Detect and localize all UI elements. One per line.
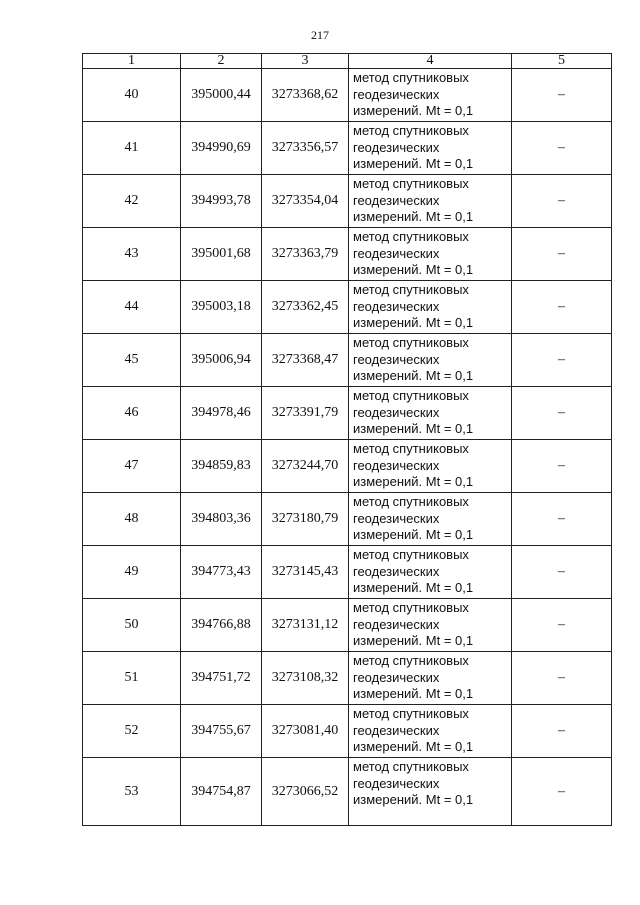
y-coordinate-cell: 3273131,12 — [262, 599, 349, 652]
method-text-line: метод спутниковых — [353, 335, 469, 350]
method-text-line: метод спутниковых — [353, 441, 469, 456]
note-cell: – — [512, 493, 612, 546]
x-coordinate-cell: 394859,83 — [181, 440, 262, 493]
y-coordinate-cell: 3273145,43 — [262, 546, 349, 599]
x-coordinate-cell: 394803,36 — [181, 493, 262, 546]
method-cell — [349, 281, 512, 334]
method-cell — [349, 69, 512, 122]
table-row — [83, 228, 612, 281]
method-text-line: измерений. Mt = 0,1 — [353, 686, 474, 701]
point-number-cell: 46 — [83, 387, 181, 440]
y-coordinate-cell: 3273180,79 — [262, 493, 349, 546]
method-cell — [349, 705, 512, 758]
method-text-line: геодезических — [353, 457, 440, 473]
method-text-line: измерений. Mt = 0,1 — [353, 368, 474, 383]
point-number-cell: 48 — [83, 493, 181, 546]
y-coordinate-cell: 3273066,52 — [262, 758, 349, 826]
method-text-line: измерений. Mt = 0,1 — [353, 103, 474, 118]
table-row — [83, 493, 612, 546]
method-text-line: геодезических — [353, 139, 440, 155]
method-text-line: геодезических — [353, 775, 440, 791]
method-text-line: геодезических — [353, 351, 440, 367]
method-text-line: измерений. Mt = 0,1 — [353, 527, 474, 542]
method-cell — [349, 652, 512, 705]
method-text-line: метод спутниковых — [353, 282, 469, 297]
method-text-line: геодезических — [353, 245, 440, 261]
y-coordinate-cell: 3273081,40 — [262, 705, 349, 758]
method-text-line: измерений. Mt = 0,1 — [353, 739, 474, 754]
method-text-line: измерений. Mt = 0,1 — [353, 209, 474, 224]
point-number-cell: 49 — [83, 546, 181, 599]
coordinates-table — [82, 53, 612, 826]
point-number-cell: 42 — [83, 175, 181, 228]
method-text-line: метод спутниковых — [353, 547, 469, 562]
method-cell — [349, 228, 512, 281]
method-text-line: метод спутниковых — [353, 123, 469, 138]
method-text-line: метод спутниковых — [353, 600, 469, 615]
method-text-line: измерений. Mt = 0,1 — [353, 474, 474, 489]
method-text-line: измерений. Mt = 0,1 — [353, 421, 474, 436]
note-cell: – — [512, 387, 612, 440]
x-coordinate-cell: 395006,94 — [181, 334, 262, 387]
y-coordinate-cell: 3273354,04 — [262, 175, 349, 228]
point-number-cell: 53 — [83, 758, 181, 826]
method-cell — [349, 440, 512, 493]
method-text-line: измерений. Mt = 0,1 — [353, 262, 474, 277]
note-cell: – — [512, 334, 612, 387]
column-header-1: 1 — [83, 54, 181, 69]
y-coordinate-cell: 3273244,70 — [262, 440, 349, 493]
note-cell: – — [512, 599, 612, 652]
note-cell: – — [512, 705, 612, 758]
method-cell — [349, 546, 512, 599]
note-cell: – — [512, 69, 612, 122]
note-cell: – — [512, 546, 612, 599]
table-row — [83, 758, 612, 826]
y-coordinate-cell: 3273363,79 — [262, 228, 349, 281]
method-text-line: метод спутниковых — [353, 494, 469, 509]
table-row — [83, 175, 612, 228]
method-text-line: метод спутниковых — [353, 229, 469, 244]
y-coordinate-cell: 3273391,79 — [262, 387, 349, 440]
y-coordinate-cell: 3273108,32 — [262, 652, 349, 705]
column-header-3: 3 — [262, 54, 349, 69]
page-number: 217 — [311, 28, 329, 42]
method-text-line: измерений. Mt = 0,1 — [353, 315, 474, 330]
y-coordinate-cell: 3273368,47 — [262, 334, 349, 387]
column-header-2: 2 — [181, 54, 262, 69]
method-text-line: метод спутниковых — [353, 176, 469, 191]
method-text-line: измерений. Mt = 0,1 — [353, 580, 474, 595]
point-number-cell: 47 — [83, 440, 181, 493]
table-row — [83, 122, 612, 175]
method-cell — [349, 493, 512, 546]
column-header-5: 5 — [512, 54, 612, 69]
x-coordinate-cell: 394978,46 — [181, 387, 262, 440]
y-coordinate-cell: 3273368,62 — [262, 69, 349, 122]
method-text-line: геодезических — [353, 404, 440, 420]
note-cell: – — [512, 758, 612, 826]
method-text-line: геодезических — [353, 298, 440, 314]
method-text-line: метод спутниковых — [353, 759, 469, 774]
note-cell: – — [512, 652, 612, 705]
x-coordinate-cell: 394993,78 — [181, 175, 262, 228]
x-coordinate-cell: 394773,43 — [181, 546, 262, 599]
point-number-cell: 40 — [83, 69, 181, 122]
point-number-cell: 43 — [83, 228, 181, 281]
note-cell: – — [512, 228, 612, 281]
table-header-row — [83, 54, 612, 69]
point-number-cell: 52 — [83, 705, 181, 758]
method-text-line: геодезических — [353, 510, 440, 526]
method-text-line: геодезических — [353, 616, 440, 632]
method-text-line: метод спутниковых — [353, 653, 469, 668]
method-text-line: метод спутниковых — [353, 388, 469, 403]
table-row — [83, 281, 612, 334]
table-row — [83, 705, 612, 758]
column-header-4: 4 — [349, 54, 512, 69]
table-row — [83, 599, 612, 652]
method-cell — [349, 175, 512, 228]
note-cell: – — [512, 440, 612, 493]
method-cell — [349, 387, 512, 440]
x-coordinate-cell: 394751,72 — [181, 652, 262, 705]
method-text-line: метод спутниковых — [353, 70, 469, 85]
method-cell — [349, 122, 512, 175]
x-coordinate-cell: 395001,68 — [181, 228, 262, 281]
method-text-line: геодезических — [353, 192, 440, 208]
point-number-cell: 51 — [83, 652, 181, 705]
x-coordinate-cell: 394766,88 — [181, 599, 262, 652]
point-number-cell: 45 — [83, 334, 181, 387]
x-coordinate-cell: 394755,67 — [181, 705, 262, 758]
table-row — [83, 546, 612, 599]
table-row — [83, 387, 612, 440]
method-text-line: измерений. Mt = 0,1 — [353, 792, 474, 807]
table-row — [83, 69, 612, 122]
x-coordinate-cell: 395000,44 — [181, 69, 262, 122]
table-body — [83, 69, 612, 826]
note-cell: – — [512, 175, 612, 228]
x-coordinate-cell: 395003,18 — [181, 281, 262, 334]
method-text-line: геодезических — [353, 669, 440, 685]
method-text-line: измерений. Mt = 0,1 — [353, 156, 474, 171]
method-cell — [349, 758, 512, 826]
note-cell: – — [512, 281, 612, 334]
table-row — [83, 652, 612, 705]
method-text-line: метод спутниковых — [353, 706, 469, 721]
method-cell — [349, 599, 512, 652]
y-coordinate-cell: 3273362,45 — [262, 281, 349, 334]
note-cell: – — [512, 122, 612, 175]
point-number-cell: 41 — [83, 122, 181, 175]
point-number-cell: 44 — [83, 281, 181, 334]
method-cell — [349, 334, 512, 387]
x-coordinate-cell: 394754,87 — [181, 758, 262, 826]
y-coordinate-cell: 3273356,57 — [262, 122, 349, 175]
x-coordinate-cell: 394990,69 — [181, 122, 262, 175]
table-row — [83, 334, 612, 387]
point-number-cell: 50 — [83, 599, 181, 652]
method-text-line: геодезических — [353, 563, 440, 579]
table-row — [83, 440, 612, 493]
method-text-line: геодезических — [353, 722, 440, 738]
method-text-line: геодезических — [353, 86, 440, 102]
method-text-line: измерений. Mt = 0,1 — [353, 633, 474, 648]
